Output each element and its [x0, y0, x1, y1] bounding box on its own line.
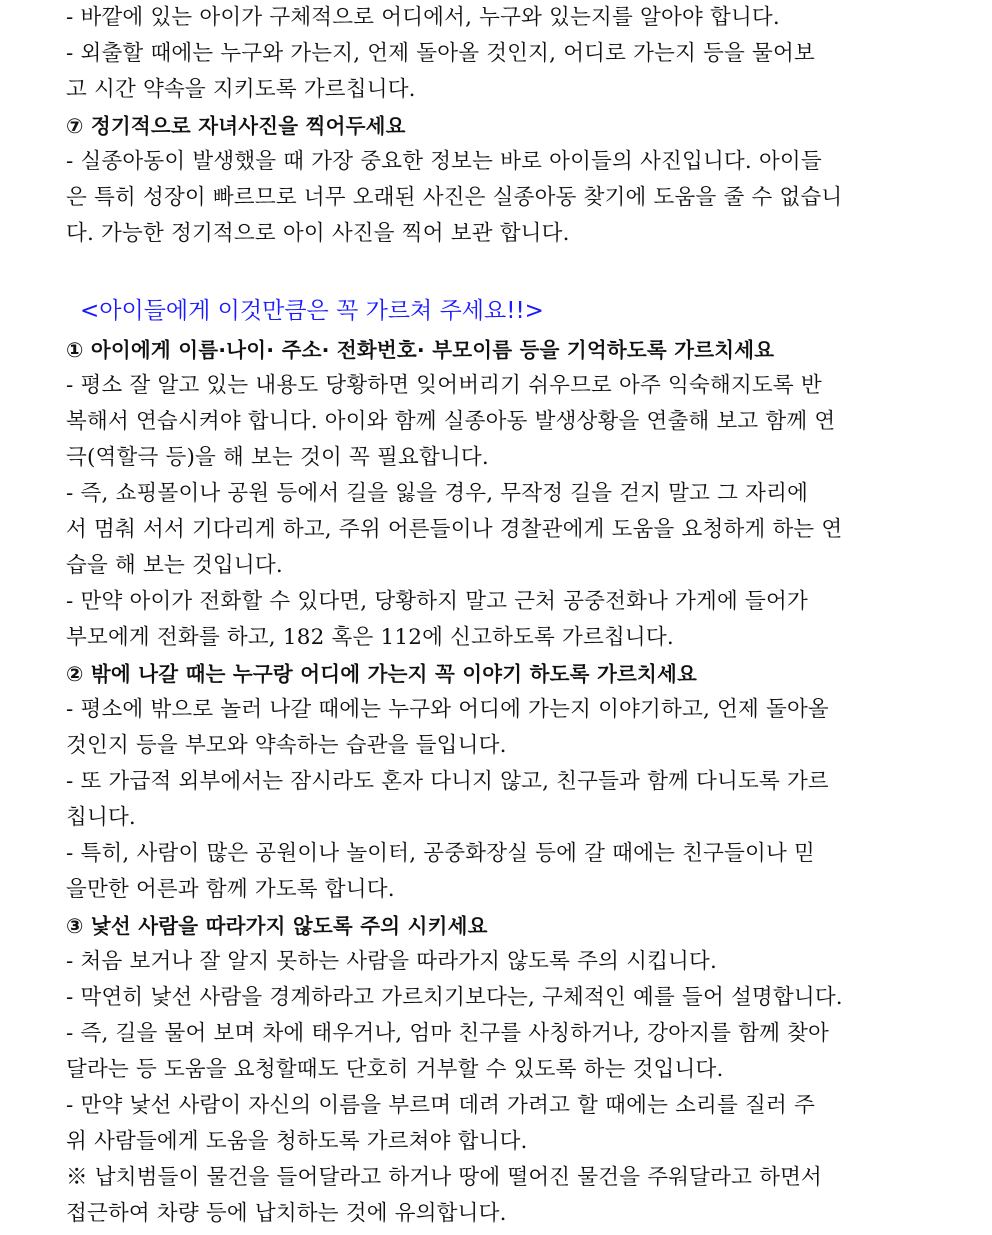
- body-line: - 외출할 때에는 누구와 가는지, 언제 돌아올 것인지, 어디로 가는지 등을 물어보: [66, 41, 815, 66]
- body-line: - 만약 아이가 전화할 수 있다면, 당황하지 말고 근처 공중전화나 가게에 들어가: [66, 589, 808, 614]
- body-line: - 만약 낯선 사람이 자신의 이름을 부르며 데려 가려고 할 때에는 소리를 질러 주: [66, 1093, 815, 1118]
- body-line: - 막연히 낯선 사람을 경계하라고 가르치기보다는, 구체적인 예를 들어 설명합니다.: [66, 985, 843, 1010]
- body-line: - 평소에 밖으로 놀러 나갈 때에는 누구와 어디에 가는지 이야기하고, 언제 돌아올: [66, 697, 829, 722]
- body-line: 극(역할극 등)을 해 보는 것이 꼭 필요합니다.: [66, 445, 489, 470]
- item-7-section: [66, 108, 926, 252]
- body-line: 달라는 등 도움을 요청할때도 단호히 거부할 수 있도록 하는 것입니다.: [66, 1057, 724, 1082]
- body-line: 칩니다.: [66, 805, 136, 830]
- item-1-section: [66, 332, 926, 656]
- item-2-heading: ② 밖에 나갈 때는 누구랑 어디에 가는지 꼭 이야기 하도록 가르치세요: [66, 662, 698, 686]
- body-line: - 처음 보거나 잘 알지 못하는 사람을 따라가지 않도록 주의 시킵니다.: [66, 949, 718, 974]
- body-line: 다. 가능한 정기적으로 아이 사진을 찍어 보관 합니다.: [66, 221, 570, 246]
- body-line: 것인지 등을 부모와 약속하는 습관을 들입니다.: [66, 733, 507, 758]
- note-line: ※ 납치범들이 물건을 들어달라고 하거나 땅에 떨어진 물건을 주워달라고 하면서: [66, 1165, 823, 1190]
- item-3-section: [66, 908, 926, 1232]
- body-line: 복해서 연습시켜야 합니다. 아이와 함께 실종아동 발생상황을 연출해 보고 함께 연: [66, 409, 836, 434]
- body-line: 을만한 어른과 함께 가도록 합니다.: [66, 877, 395, 902]
- body-line: - 실종아동이 발생했을 때 가장 중요한 정보는 바로 아이들의 사진입니다. 아이들: [66, 149, 822, 174]
- body-line: 서 멈춰 서서 기다리게 하고, 주위 어른들이나 경찰관에게 도움을 요청하게 하는 연: [66, 517, 843, 542]
- item-3-heading: ③ 낯선 사람을 따라가지 않도록 주의 시키세요: [66, 914, 488, 938]
- body-line: 고 시간 약속을 지키도록 가르칩니다.: [66, 77, 416, 102]
- body-line: - 평소 잘 알고 있는 내용도 당황하면 잊어버리기 쉬우므로 아주 익숙해지도록 반: [66, 373, 822, 398]
- body-line: - 특히, 사람이 많은 공원이나 놀이터, 공중화장실 등에 갈 때에는 친구들이나 믿: [66, 841, 815, 866]
- body-line: 습을 해 보는 것입니다.: [66, 553, 283, 578]
- body-line: 위 사람들에게 도움을 청하도록 가르쳐야 합니다.: [66, 1129, 528, 1154]
- item-7-heading: ⑦ 정기적으로 자녀사진을 찍어두세요: [66, 114, 406, 138]
- document-page: [66, 0, 926, 1232]
- section-title: <아이들에게 이것만큼은 꼭 가르쳐 주세요!!>: [80, 298, 544, 324]
- body-line: - 또 가급적 외부에서는 잠시라도 혼자 다니지 않고, 친구들과 함께 다니도록 가르: [66, 769, 829, 794]
- body-line: - 즉, 쇼핑몰이나 공원 등에서 길을 잃을 경우, 무작정 길을 걷지 말고 그 자리에: [66, 481, 809, 506]
- item-2-section: [66, 656, 926, 908]
- note-line: 접근하여 차량 등에 납치하는 것에 유의합니다.: [66, 1201, 507, 1226]
- body-line: 은 특히 성장이 빠르므로 너무 오래된 사진은 실종아동 찾기에 도움을 줄 수 없습니: [66, 185, 843, 210]
- body-line: - 즉, 길을 물어 보며 차에 태우거나, 엄마 친구를 사칭하거나, 강아지를 함께 찾아: [66, 1021, 830, 1046]
- body-line: 부모에게 전화를 하고, 182 혹은 112에 신고하도록 가르칩니다.: [66, 625, 674, 650]
- block-previous-guidance: [66, 0, 926, 108]
- item-1-heading: ① 아이에게 이름·나이· 주소· 전화번호· 부모이름 등을 기억하도록 가르치세요: [66, 338, 775, 362]
- spacer: [66, 252, 926, 290]
- body-line: - 바깥에 있는 아이가 구체적으로 어디에서, 누구와 있는지를 알아야 합니다.: [66, 5, 780, 30]
